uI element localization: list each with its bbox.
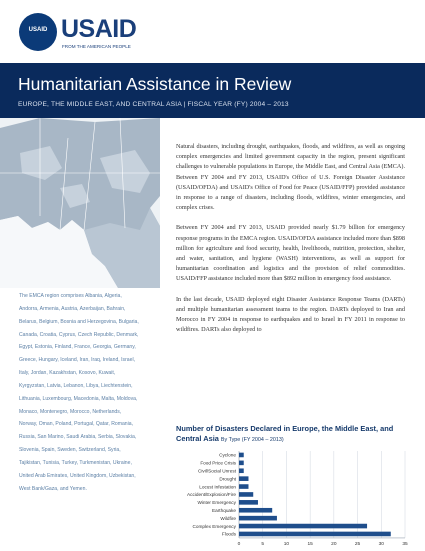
chart-bar xyxy=(239,524,367,529)
usaid-logo xyxy=(19,13,137,53)
body-paragraph: Between FY 2004 and FY 2013, USAID provided nearly $1.79 billion for emergency response programs in the EMCA region. USAID/OFDA assistance included more than $898 million for agriculture and food security, health, livelihoods, nutrition, protection, shelter, and water, sanitation, and hygiene (WASH) interventions, as well as support for humanitarian coordination and logistics and the provision of relief commodities. USAID/FFP assistance included more than $892 million in emergency food assistance. xyxy=(176,224,405,283)
main-body xyxy=(176,142,405,345)
region-map xyxy=(0,118,160,288)
sidebar-line: Norway, Oman, Poland, Portugal, Qatar, Romania, xyxy=(19,421,134,428)
logo-tagline: FROM THE AMERICAN PEOPLE xyxy=(62,44,131,49)
sidebar-line: Lithuania, Luxembourg, Macedonia, Malta, Moldova, xyxy=(19,395,138,402)
sidebar-line: Egypt, Estonia, Finland, France, Georgia, Germany, xyxy=(19,344,136,351)
category-label: Wildfire xyxy=(220,515,236,521)
sidebar-line: Italy, Jordan, Kazakhstan, Kosovo, Kuwait, xyxy=(19,370,116,377)
document-title: Humanitarian Assistance in Review xyxy=(18,74,292,94)
x-tick-label: 20 xyxy=(331,541,337,546)
document-subtitle: EUROPE, THE MIDDLE EAST, AND CENTRAL ASIA | FISCAL YEAR (FY) 2004 – 2013 xyxy=(18,101,289,108)
category-label: Winter Emergency xyxy=(197,500,236,506)
sidebar-line: Andorra, Armenia, Austria, Azerbaijan, Bahrain, xyxy=(19,305,126,312)
region-map-graphic xyxy=(0,118,160,288)
category-label: Cyclone xyxy=(219,452,236,458)
sidebar-line: Greece, Hungary, Iceland, Iran, Iraq, Ireland, Israel, xyxy=(19,357,135,364)
category-label: Earthquake xyxy=(212,507,236,513)
chart-title: Number of Disasters Declared in Europe, the Middle East, and Central Asia xyxy=(176,424,394,443)
category-label: Complex Emergency xyxy=(192,523,236,529)
category-label: Accident/Explosion/Fire xyxy=(187,492,236,498)
body-paragraph: Natural disasters, including drought, earthquakes, floods, and wildfires, as well as ongoing complex emergencies and limited government capacity in the region, present significant challenges to vulnerable populations in Europe, the Middle East, and Central Asia (EMCA). Between FY 2004 and FY 2013, USAID's Office of U.S. Foreign Disaster Assistance (USAID/OFDA) and USAID's Office of Food for Peace (USAID/FFP) provided assistance in response to a range of disasters, including floods, wildfires, winter emergencies, and complex crises. xyxy=(176,143,405,212)
sidebar-line: United Arab Emirates, United Kingdom, Uzbekistan, xyxy=(19,472,136,479)
chart-bar xyxy=(239,492,253,497)
sidebar-line: The EMCA region comprises Albania, Algeria, xyxy=(19,293,122,299)
chart-canvas xyxy=(176,448,416,546)
usaid-seal-icon xyxy=(19,13,57,51)
chart-bar xyxy=(239,484,248,489)
disasters-bar-chart xyxy=(176,448,416,546)
category-label: Drought xyxy=(219,476,236,482)
region-country-list xyxy=(19,290,159,496)
sidebar-line: Canada, Croatia, Cyprus, Czech Republic, Denmark, xyxy=(19,331,139,338)
chart-title-block xyxy=(176,424,416,445)
x-tick-label: 10 xyxy=(283,541,290,546)
x-tick-label: 15 xyxy=(307,541,313,546)
body-paragraph: In the last decade, USAID deployed eight Disaster Assistance Response Teams (DARTs) and multiple humanitarian assessment teams to the region. DARTs deployed to Iran and Morocco in FY 2004 in response to earthquakes and to Israel in FY 2011 in response to wildfires. DARTs also deployed to xyxy=(176,295,405,334)
sidebar-line: Monaco, Montenegro, Morocco, Netherlands, xyxy=(19,408,122,415)
chart-bar xyxy=(239,500,258,505)
category-label: Civil/Social Unrest xyxy=(197,468,236,474)
chart-subtitle: By Type (FY 2004 – 2013) xyxy=(220,436,284,443)
chart-bar xyxy=(239,508,272,513)
chart-bar xyxy=(239,461,244,466)
sidebar-line: Kyrgyzstan, Latvia, Lebanon, Libya, Liechtenstein, xyxy=(19,382,133,389)
category-label: Locust Infestation xyxy=(199,484,236,490)
x-tick-label: 25 xyxy=(354,541,361,546)
sidebar-line: Slovenia, Spain, Sweden, Switzerland, Syria, xyxy=(19,447,121,454)
logo-wordmark: USAID xyxy=(61,15,137,43)
sidebar-line: Tajikistan, Tunisia, Turkey, Turkmenistan, Ukraine, xyxy=(19,459,132,466)
sidebar-line: West Bank/Gaza, and Yemen. xyxy=(19,485,87,492)
title-banner xyxy=(0,63,425,118)
sidebar-line: Russia, San Marino, Saudi Arabia, Serbia, Slovakia, xyxy=(19,434,137,441)
chart-bar xyxy=(239,468,244,473)
category-label: Floods xyxy=(221,531,236,537)
x-tick-label: 0 xyxy=(237,541,241,546)
chart-bar xyxy=(239,476,248,481)
x-tick-label: 30 xyxy=(378,541,384,546)
seal-text: USAID xyxy=(28,27,48,33)
x-tick-label: 35 xyxy=(402,541,408,546)
chart-bar xyxy=(239,516,277,521)
category-label: Food Price Crisis xyxy=(200,460,236,466)
sidebar-line: Belarus, Belgium, Bosnia and Herzegovina, Bulgaria, xyxy=(19,318,139,325)
chart-bar xyxy=(239,453,244,458)
x-tick-label: 5 xyxy=(261,541,265,546)
chart-bar xyxy=(239,532,391,537)
